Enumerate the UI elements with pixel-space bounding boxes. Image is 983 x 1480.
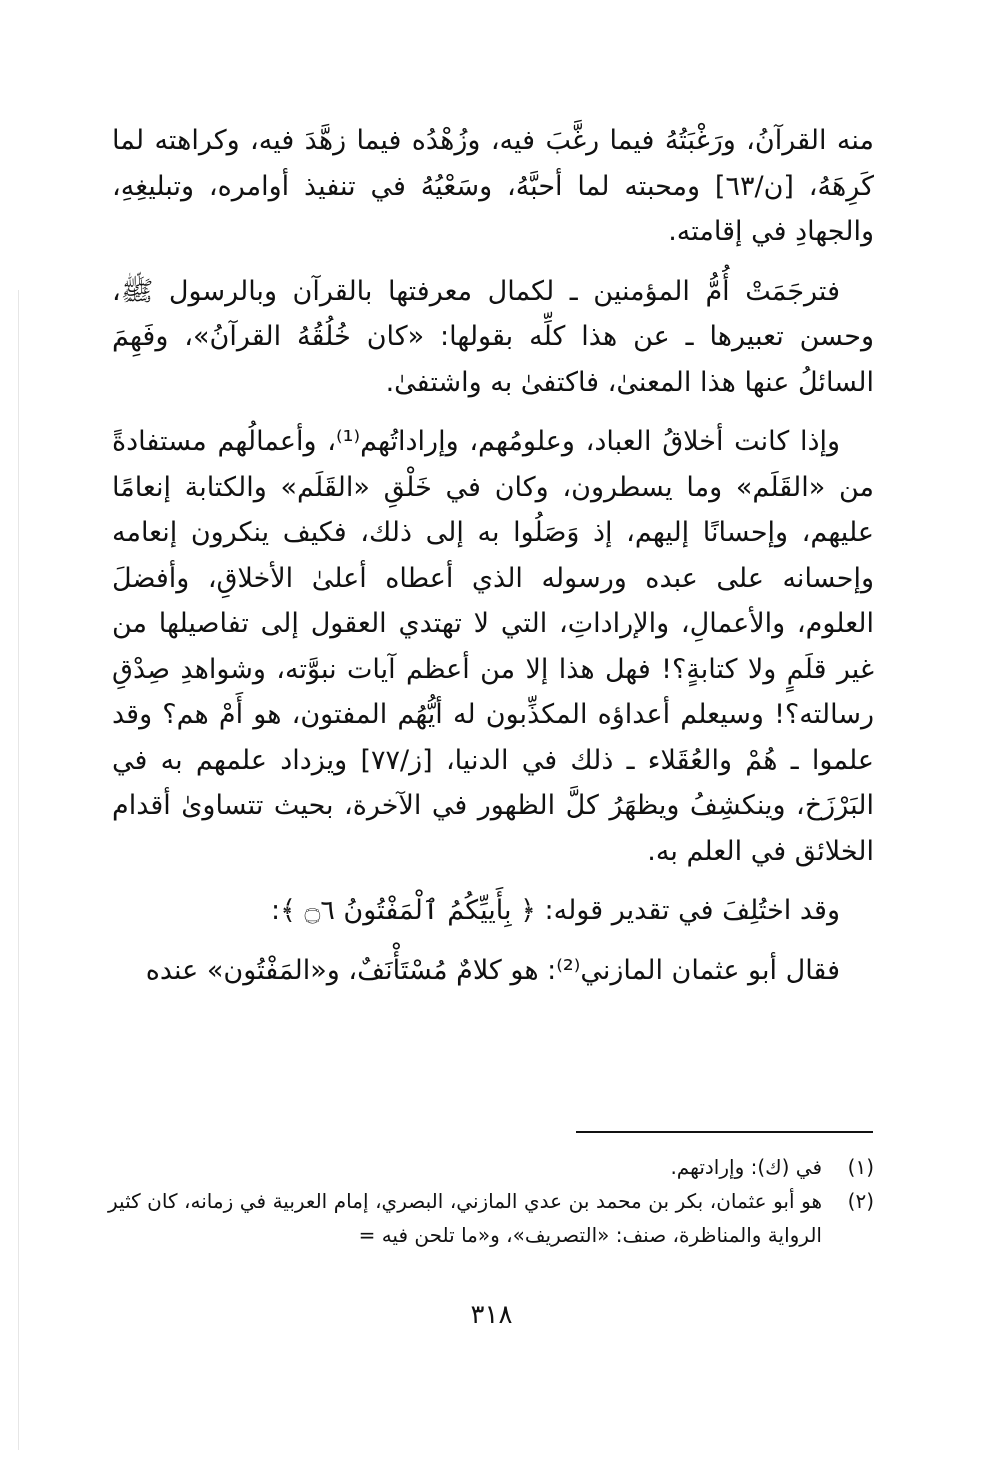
paragraph-5: فقال أبو عثمان المازني⁽²⁾: هو كلامٌ مُسْتَأْنَفٌ، و«المَفْتُون» عنده [145, 954, 840, 986]
footnote-number: (٢) [847, 1189, 874, 1213]
footnotes-block [108, 1150, 874, 1252]
paragraph-3: وإذا كانت أخلاقُ العباد، وعلومُهم، وإراداتُهم⁽¹⁾، وأعمالُهم مستفادةً من «القَلَم» وما يسطرون، وكان في خَلْقِ «القَلَم» والكتابة إنعامًا عليهم، وإحسانًا إليهم، إذ وَصَلُوا به إلى ذلك، فكيف ينكرون إنعامه وإحسانه على عبده ورسوله الذي أعطاه أعلىٰ الأخلاقِ، وأفضلَ العلوم، والأعمالِ، والإراداتِ، التي لا تهتدي العقول إلى تفاصيلها من غير قلَمٍ ولا كتابةٍ؟! فهل هذا إلا من أعظم آيات نبوَّته، وشواهدِ صِدْقِ رسالته؟! وسيعلم أعداؤه المكذِّبون له أيُّهُم المفتون، هو أَمْ هم؟ وقد علموا ـ هُمْ والعُقَلاء ـ ذلك في الدنيا، [ز/٧٧] ويزداد علمهم به في البَرْزَخ، وينكشِفُ ويظهَرُ كلَّ الظهور في الآخرة، بحيث تتساوىٰ أقدام الخلائق في العلم به. [112, 426, 875, 867]
main-text-block [112, 118, 874, 1007]
paragraph-1: منه القرآنُ، ورَغْبَتُهُ فيما رغَّبَ فيه، وزُهْدُه فيما زهَّدَ فيه، وكراهته لما كَرِهَهُ، [ن/٦٣] ومحبته لما أحبَّهُ، وسَعْيُهُ في تنفيذ أوامره، وتبليغِهِ، والجهادِ في إقامته. [112, 125, 874, 247]
footnote-1 [108, 1150, 874, 1184]
footnote-text: في (ك): وإرادتهم. [670, 1155, 822, 1179]
scan-edge-line [18, 290, 19, 1450]
footnote-text: هو أبو عثمان، بكر بن محمد بن عدي المازني، البصري، إمام العربية في زمانه، كان كثير الرواية والمناظرة، صنف: «التصريف»، و«ما تلحن فيه = [108, 1189, 822, 1247]
paragraph-2: فترجَمَتْ أُمُّ المؤمنين ـ لكمال معرفتها بالقرآن وبالرسول ﷺ، وحسن تعبيرها ـ عن هذا كلِّه بقولها: «كان خُلُقُهُ القرآنُ»، وفَهِمَ السائلُ عنها هذا المعنىٰ، فاكتفىٰ به واشتفىٰ. [112, 275, 874, 398]
paragraph-4-quran-verse: وقد اختُلِفَ في تقدير قوله: ﴿ بِأَييِّكُمُ ٱلْمَفْتُونُ ۝٦ ﴾: [271, 895, 840, 926]
footnote-separator [576, 1131, 873, 1133]
footnote-2 [108, 1184, 874, 1252]
footnote-number: (١) [847, 1155, 874, 1179]
page-number: ٣١٨ [470, 1300, 513, 1330]
